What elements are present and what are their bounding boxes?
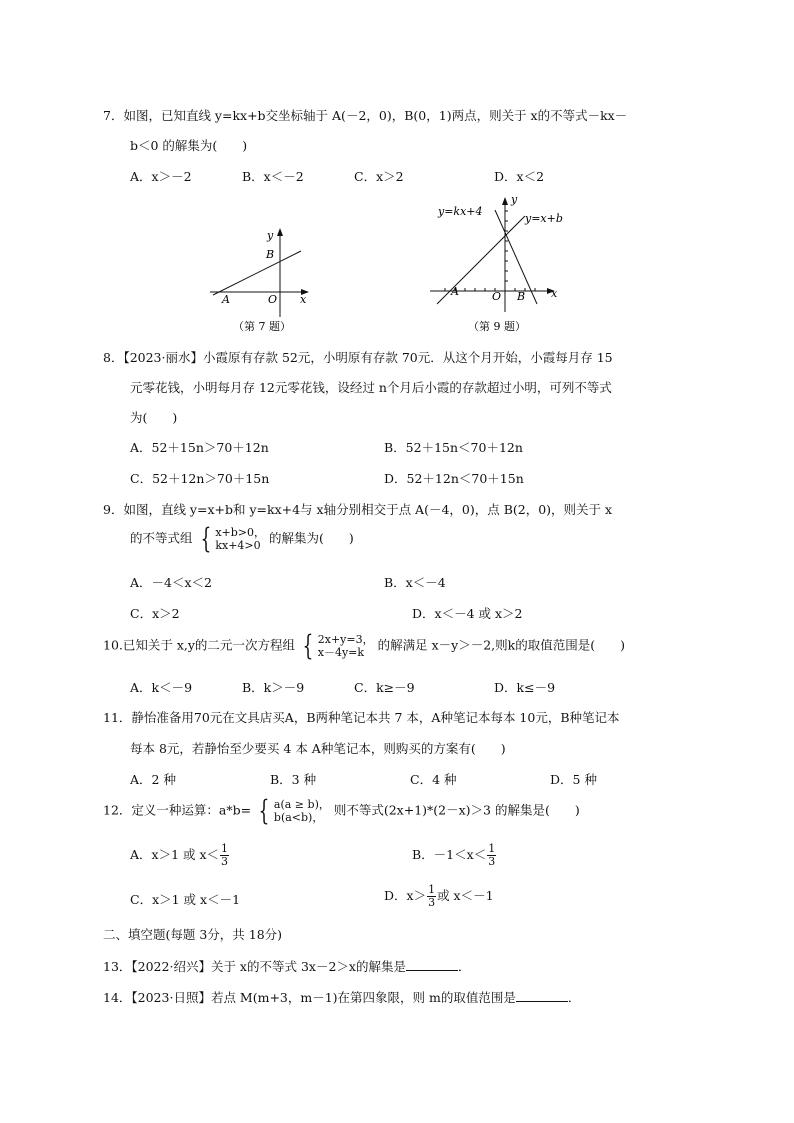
fraction-denominator: 3	[488, 855, 496, 868]
fig9-origin: O	[492, 290, 502, 303]
q10-system-row2: x－4y=k	[317, 646, 365, 659]
q10-option-c[interactable]: C．k≥－9	[354, 680, 415, 695]
fig9-y-arrow	[502, 197, 508, 205]
q12-option-a[interactable]	[130, 843, 230, 868]
q7-option-a[interactable]: A．x＞－2	[130, 169, 192, 184]
q10-text-post: 的解满足 x－y＞－2,则k的取值范围是( )	[377, 637, 625, 653]
fig7-origin: O	[268, 293, 278, 306]
q8-stem-line2: 元零花钱，小明每月存 12元零花钱，设经过 n个月后小霞的存款超过小明，可列不等式	[130, 380, 612, 395]
fraction-denominator: 3	[221, 855, 229, 868]
fig7-point-a: A	[222, 293, 230, 306]
q7-option-b[interactable]: B．x＜－2	[242, 169, 304, 184]
q11-option-c[interactable]: C．4 种	[410, 772, 457, 787]
q12-text-pre: 12．定义一种运算：a*b=	[103, 802, 252, 818]
fig7-point-b: B	[266, 248, 275, 261]
q7-option-d[interactable]: D．x＜2	[494, 169, 545, 184]
q9-text-pre: 的不等式组	[130, 530, 193, 546]
q9-stem-line2	[130, 522, 354, 555]
fig9-x-label: x	[551, 287, 558, 300]
q8-option-b[interactable]: B．52＋15n＜70＋12n	[384, 440, 523, 455]
fig7-y-label: y	[267, 229, 274, 242]
fraction-numerator: 1	[221, 842, 229, 855]
q13-end: ．	[457, 959, 471, 974]
q9-option-c[interactable]: C．x＞2	[130, 606, 180, 621]
q12-piece-row2: b(a<b)，	[273, 811, 324, 824]
q12-option-a-text: A．x＞1 或 x＜	[130, 847, 220, 862]
q8-stem-line1: 8．【2023·丽水】小霞原有存款 52元，小明原有存款 70元．从这个月开始，小霞每月存 15	[103, 350, 613, 365]
q12-option-b[interactable]	[412, 843, 497, 868]
q9-left-brace: {	[200, 522, 211, 555]
q12-option-d-fraction	[427, 884, 436, 909]
q12-option-b-fraction	[487, 843, 496, 868]
q10-option-a[interactable]: A．k＜－9	[130, 680, 193, 695]
fig7-line	[213, 251, 301, 295]
q10-left-brace: {	[302, 629, 314, 662]
q9-system-row2: kx+4>0	[215, 539, 261, 552]
q11-stem-line2: 每本 8元，若静怡至少要买 4 本 A种笔记本，则购买的方案有( )	[130, 741, 506, 756]
q8-option-d[interactable]: D．52＋12n＜70＋15n	[384, 471, 524, 486]
q14-answer-blank[interactable]	[516, 989, 568, 1002]
q8-stem-line3: 为( )	[130, 410, 178, 425]
q10-stem	[103, 629, 625, 662]
q12-option-c[interactable]: C．x＞1 或 x＜－1	[130, 892, 241, 907]
fig7-y-arrow	[277, 228, 283, 236]
q12-text-post: 则不等式(2x+1)*(2－x)＞3 的解集是( )	[333, 802, 580, 818]
q14-text: 14．【2023·日照】若点 M(m+3，m－1)在第四象限，则 m的取值范围是	[103, 990, 516, 1005]
q9-inequality-system	[197, 522, 266, 555]
fig9-y-label: y	[511, 193, 518, 206]
figure-9-graph	[425, 192, 570, 340]
fig9-line2-label: y=x+b	[525, 212, 563, 225]
q10-option-b[interactable]: B．k＞－9	[242, 680, 305, 695]
q10-equation-system	[299, 629, 374, 662]
q12-option-d[interactable]	[384, 884, 494, 909]
q7-stem-line1: 7．如图，已知直线 y=kx+b交坐标轴于 A(－2，0)，B(0，1)两点，则关于 x的不等式－kx－	[103, 108, 628, 123]
fig9-point-a: A	[451, 285, 459, 298]
q13-text: 13．【2022·绍兴】关于 x的不等式 3x－2＞x的解集是	[103, 959, 406, 974]
q12-left-brace: {	[258, 794, 270, 827]
figure-7-graph	[205, 222, 320, 340]
fig7-x-label: x	[300, 293, 307, 306]
q11-option-d[interactable]: D．5 种	[550, 772, 597, 787]
q8-option-a[interactable]: A．52＋15n＞70＋12n	[130, 440, 269, 455]
fraction-denominator: 3	[428, 896, 436, 909]
q12-option-b-text: B．－1＜x＜	[412, 847, 487, 862]
q13-stem	[103, 957, 470, 975]
fig9-point-b: B	[517, 290, 526, 303]
q8-option-c[interactable]: C．52＋12n＞70＋15n	[130, 471, 270, 486]
fraction-numerator: 1	[428, 883, 436, 896]
q12-piece-row1: a(a ≥ b)，	[273, 798, 330, 811]
q11-option-a[interactable]: A．2 种	[130, 772, 176, 787]
fig7-caption: （第 7 题）	[233, 320, 291, 333]
q14-end: ．	[567, 990, 581, 1005]
q9-stem-line1: 9．如图，直线 y=x+b和 y=kx+4与 x轴分别相交于点 A(－4，0)，点 B(2，0)，则关于 x	[103, 502, 613, 517]
q13-answer-blank[interactable]	[406, 958, 458, 971]
q12-option-d-text-pre: D．x＞	[384, 888, 427, 903]
q10-text-pre: 10.已知关于 x,y的二元一次方程组	[103, 637, 295, 653]
q12-piecewise-definition	[255, 794, 330, 827]
q11-option-b[interactable]: B．3 种	[270, 772, 317, 787]
q9-option-d[interactable]: D．x＜－4 或 x＞2	[412, 606, 523, 621]
q12-option-a-fraction	[220, 843, 229, 868]
fraction-numerator: 1	[488, 842, 496, 855]
fig9-caption: （第 9 题）	[468, 320, 526, 333]
q9-option-a[interactable]: A．－4＜x＜2	[130, 575, 212, 590]
q7-option-c[interactable]: C．x＞2	[354, 169, 404, 184]
q11-stem-line1: 11．静怡准备用70元在文具店买A，B两种笔记本共 7 本，A种笔记本每本 10元，B种笔记本	[103, 710, 620, 725]
q10-system-row1: 2x+y=3，	[317, 633, 374, 646]
q9-text-post: 的解集为( )	[269, 530, 354, 546]
q9-system-row1: x+b>0，	[215, 526, 266, 539]
fig9-line1-label: y=kx+4	[438, 205, 483, 218]
q14-stem	[103, 988, 580, 1006]
q7-stem-line2: b＜0 的解集为( )	[130, 138, 248, 153]
q12-stem	[103, 794, 580, 827]
section-2-heading: 二、填空题(每题 3分，共 18分)	[103, 927, 283, 942]
q12-option-d-text-post: 或 x＜－1	[437, 888, 494, 903]
q10-option-d[interactable]: D．k≤－9	[494, 680, 556, 695]
q9-option-b[interactable]: B．x＜－4	[384, 575, 446, 590]
